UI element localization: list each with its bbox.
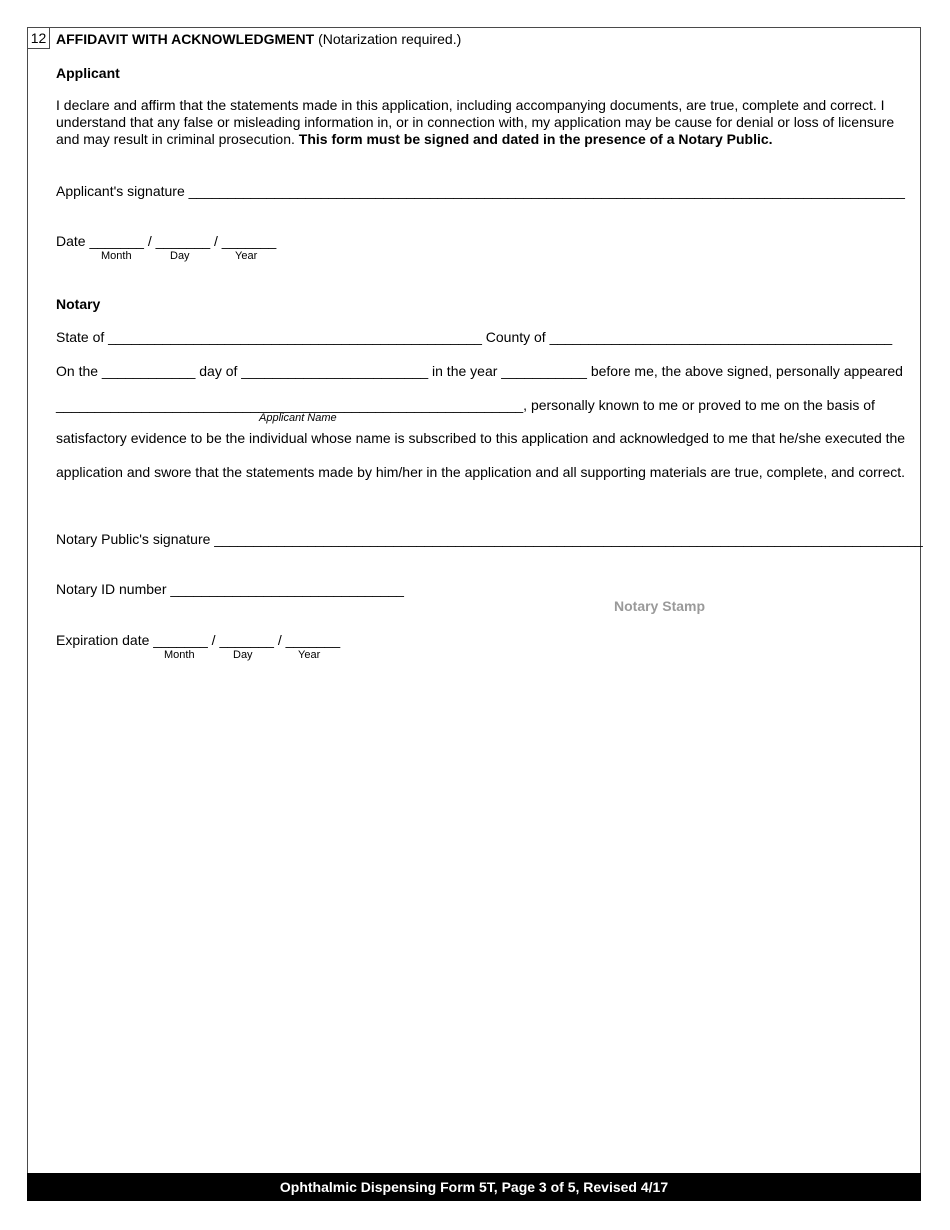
notary-stamp-area: Notary Stamp xyxy=(614,598,706,614)
appearance-date-field[interactable]: On the ____________ day of ________________________ in the year ___________ before me, the above signed, personally appeared xyxy=(56,363,903,379)
declaration-paragraph xyxy=(56,97,914,148)
section-title: AFFIDAVIT WITH ACKNOWLEDGMENT xyxy=(56,31,315,47)
expiration-year-label: Year xyxy=(298,649,321,661)
applicant-date-field[interactable]: Date _______ / _______ / _______ xyxy=(56,233,277,249)
date-month-label: Month xyxy=(101,250,132,262)
notary-heading: Notary xyxy=(56,296,101,312)
declaration-bold-text: This form must be signed and dated in the presence of a Notary Public. xyxy=(298,131,773,147)
section-number: 12 xyxy=(27,27,50,49)
notary-signature-field[interactable]: Notary Public's signature ___________________________________________________________________________________________ xyxy=(56,531,923,547)
page-footer: Ophthalmic Dispensing Form 5T, Page 3 of 5, Revised 4/17 xyxy=(27,1173,921,1201)
applicant-signature-field[interactable]: Applicant's signature ____________________________________________________________________________________________ xyxy=(56,183,905,199)
state-county-field[interactable]: State of ________________________________________________ County of ____________________________________________ xyxy=(56,329,893,345)
declaration-text: I declare and affirm that the statements made in this application, including accompanying documents, are true, complete and correct. I understand that any false or misleading information in, or in connection with, my application may be cause for denial or loss of licensure and may result in criminal prosecution. xyxy=(56,97,895,147)
acknowledgment-line-2: application and swore that the statements made by him/her in the application and all supporting materials are true, complete, and correct. xyxy=(56,464,906,480)
applicant-name-field[interactable]: ____________________________________________________________, personally known to me or proved to me on the basis of xyxy=(56,397,875,413)
expiration-day-label: Day xyxy=(233,649,253,661)
section-note: (Notarization required.) xyxy=(318,31,462,47)
date-day-label: Day xyxy=(170,250,190,262)
acknowledgment-line-1: satisfactory evidence to be the individual whose name is subscribed to this application and acknowledged to me that he/she executed the xyxy=(56,430,906,446)
notary-id-field[interactable]: Notary ID number ______________________________ xyxy=(56,581,404,597)
applicant-heading: Applicant xyxy=(56,65,120,81)
section-header xyxy=(56,31,461,47)
date-year-label: Year xyxy=(235,250,258,262)
expiration-month-label: Month xyxy=(164,649,195,661)
form-frame xyxy=(27,27,921,1201)
applicant-name-label: Applicant Name xyxy=(259,412,337,424)
expiration-date-field[interactable]: Expiration date _______ / _______ / _______ xyxy=(56,632,341,648)
